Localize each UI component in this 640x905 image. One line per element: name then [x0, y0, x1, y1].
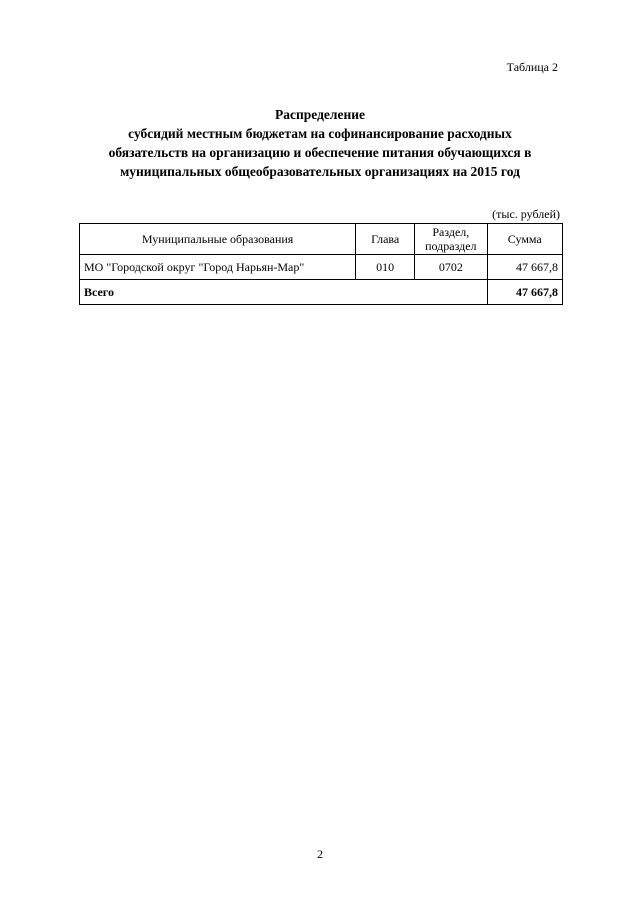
header-municipality: Муниципальные образования — [80, 224, 356, 255]
page-number: 2 — [317, 847, 323, 861]
cell-municipality: МО "Городской округ "Город Нарьян-Мар" — [80, 255, 356, 280]
title-line: обязательств на организацию и обеспечение питания обучающихся в — [108, 145, 532, 160]
distribution-table — [79, 223, 563, 305]
header-glava: Глава — [356, 224, 415, 255]
units-label: (тыс. рублей) — [492, 207, 560, 221]
table-header-row — [80, 224, 563, 255]
table-number-label: Таблица 2 — [506, 60, 558, 74]
cell-razdel: 0702 — [415, 255, 487, 280]
header-summa: Сумма — [487, 224, 562, 255]
cell-glava: 010 — [356, 255, 415, 280]
table-total-row — [80, 280, 563, 305]
title-line: муниципальных общеобразовательных организациях на 2015 год — [120, 164, 520, 179]
document-title — [70, 105, 570, 181]
table-row — [80, 255, 563, 280]
title-line: Распределение — [274, 107, 366, 122]
total-label: Всего — [80, 280, 488, 305]
cell-summa: 47 667,8 — [487, 255, 562, 280]
total-summa: 47 667,8 — [487, 280, 562, 305]
header-razdel: Раздел, подраздел — [415, 224, 487, 255]
title-line: субсидий местным бюджетам на софинансирование расходных — [128, 126, 512, 141]
